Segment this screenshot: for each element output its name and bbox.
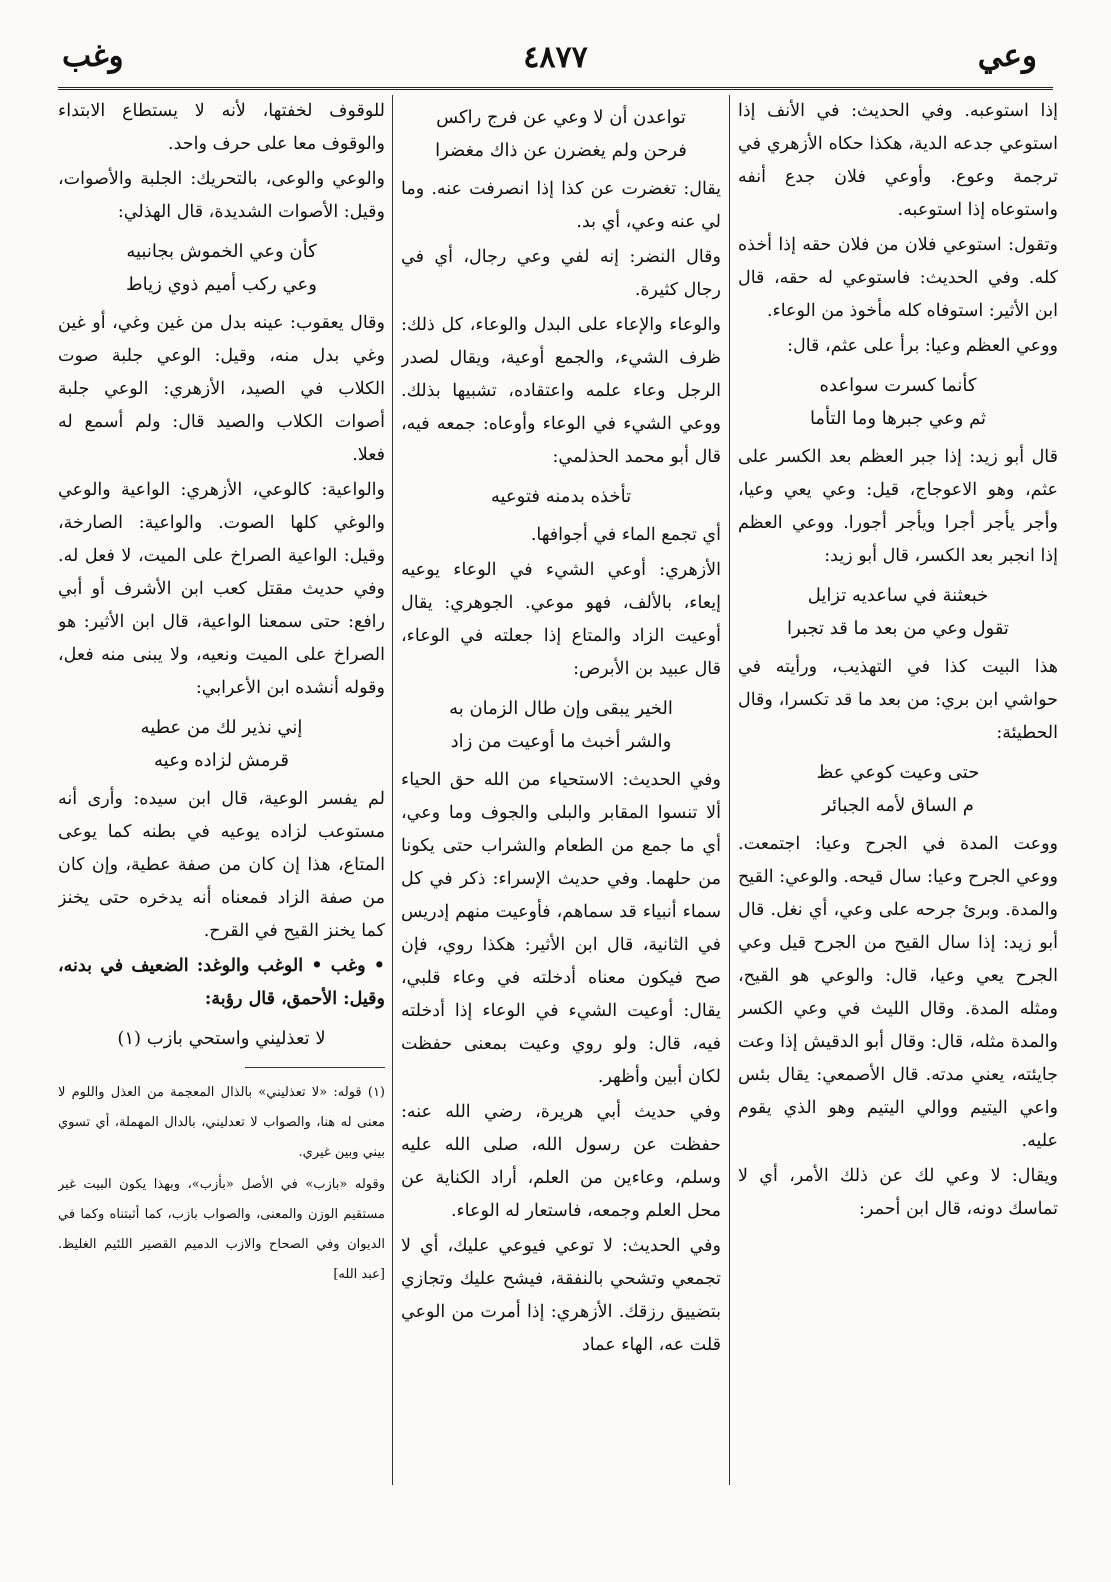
header-rule <box>58 87 1053 90</box>
verse <box>401 692 721 758</box>
entry-heading: • وغب • الوغب والوغد: الضعيف في بدنه، وقيل: الأحمق، قال رؤبة: <box>58 956 385 1009</box>
verse <box>738 579 1058 645</box>
verse-line: فرحن ولم يغضرن عن ذاك مغضرا <box>435 140 687 161</box>
paragraph: إذا استوعبه. وفي الحديث: في الأنف إذا استوعي جدعه الدية، هكذا حكاه الأزهري في ترجمة وعوع. وأوعي فلان جدع أنفه واستوعاه إذا استوعبه. <box>738 101 1058 220</box>
footnote-rule <box>245 1067 385 1068</box>
paragraph: هذا البيت كذا في التهذيب، ورأيته في حواشي ابن بري: من بعد ما قد تكسرا، وقال الحطيئة: <box>738 657 1058 743</box>
right-headword: وعي <box>977 38 1037 74</box>
verse-line: وعي ركب أميم ذوي زياط <box>126 274 317 295</box>
columns <box>58 95 1058 1495</box>
verse-line: لا تعذليني واستحي بازب (١) <box>117 1028 326 1049</box>
page-header <box>58 38 1053 88</box>
column-left <box>58 95 385 1495</box>
verse-line: والشر أخبث ما أوعيت من زاد <box>450 731 672 752</box>
verse <box>58 711 385 777</box>
verse-line: إني نذير لك من عطيه <box>140 717 303 738</box>
paragraph: وقال النضر: إنه لفي وعي رجال، أي في رجال كثيرة. <box>401 247 721 300</box>
verse-line: الخير يبقى وإن طال الزمان به <box>449 698 673 719</box>
paragraph: لم يفسر الوعية، قال ابن سيده: وأرى أنه مستوعب لزاده يوعيه في بطنه كما يوعى المتاع، هذا إن كان من صفة عطية، وإن كان من صفة الزاد فمعناه أنه يدخره حتى يخنز كما يخنز القيح في القرح. <box>58 789 385 941</box>
paragraph: ووعت المدة في الجرح وعيا: اجتمعت. ووعي الجرح وعيا: سال قيحه. والوعي: القيح والمدة. وبرئ جرحه على وعي، أي نغل. قال أبو زيد: إذا سال القيح من الجرح قيل وعي الجرح يعي وعيا، قال: والوعي هو القيح، ومثله المدة. وقال الليث في وعي الكسر والمدة مثله، قال: وقال أبو الدقيش إذا وعت جايئته، يعني مدته. قال الأصمعي: يقال بئس واعي اليتيم ووالي اليتيم وهو الذي يقوم عليه. <box>738 834 1058 1151</box>
column-divider <box>729 95 730 1485</box>
paragraph: للوقوف لخفتها، لأنه لا يستطاع الابتداء والوقوف معا على حرف واحد. <box>58 101 385 154</box>
paragraph: ويقال: لا وعي لك عن ذلك الأمر، أي لا تماسك دونه، قال ابن أحمر: <box>738 1166 1058 1219</box>
paragraph: قال أبو زيد: إذا جبر العظم بعد الكسر على عثم، وهو الاعوجاج، قيل: وعي يعي وعيا، وأجر يأجر أجرا ويأجر أجورا. ووعي العظم إذا انجبر بعد الكسر، قال أبو زيد: <box>738 447 1058 566</box>
paragraph: الأزهري: أوعي الشيء في الوعاء يوعيه إيعاء، بالألف، فهو موعي. الجوهري: يقال أوعيت الزاد والمتاع إذا جعلته في الوعاء، قال عبيد بن الأبرص: <box>401 560 721 679</box>
column-middle <box>401 95 721 1495</box>
verse-line: خبعثنة في ساعديه تزايل <box>807 585 989 606</box>
verse-line: تواعدن أن لا وعي عن فرج راكس <box>436 107 686 128</box>
verse-line: حتى وعيت كوعي عظ <box>816 762 980 783</box>
paragraph: والوعي والوعى، بالتحريك: الجلبة والأصوات، وقيل: الأصوات الشديدة، قال الهذلي: <box>58 169 385 222</box>
verse <box>738 756 1058 822</box>
column-right <box>738 95 1058 1495</box>
paragraph: يقال: تغضرت عن كذا إذا انصرفت عنه. وما لي عنه وعي، أي بد. <box>401 179 721 232</box>
verse-line: كأنما كسرت سواعده <box>819 375 977 396</box>
footnote: (١) قوله: «لا تعذليني» بالذال المعجمة من العذل واللوم لا معنى له هنا، والصواب لا تعدليني، بالدال المهملة، أي تسوي بيني وبين غيري. <box>58 1085 385 1160</box>
paragraph: وفي حديث أبي هريرة، رضي الله عنه: حفظت عن رسول الله، صلى الله عليه وسلم، وعاءين من العلم، أراد الكناية عن محل العلم وجمعه، فاستعار له الوعاء. <box>401 1102 721 1221</box>
verse <box>401 101 721 167</box>
verse-line: م الساق لأمه الجبائر <box>822 795 974 816</box>
verse-line: ثم وعي جبرها وما التأما <box>809 408 987 429</box>
verse <box>401 480 721 513</box>
paragraph: وتقول: استوعي فلان من فلان حقه إذا أخذه كله. وفي الحديث: فاستوعي له حقه، قال ابن الأثير: استوفاه كله مأخوذ من الوعاء. <box>738 235 1058 321</box>
verse-line: تقول وعي من بعد ما قد تجبرا <box>787 618 1009 639</box>
verse <box>58 235 385 301</box>
paragraph: وفي الحديث: الاستحياء من الله حق الحياء ألا تنسوا المقابر والبلى والجوف وما وعي، أي ما جمع من الطعام والشراب حتى يكونا من حلهما. وفي حديث الإسراء: ذكر في كل سماء أنبياء قد سماهم، فأوعيت منهم إدريس في الثانية، قال ابن الأثير: هكذا روي، فإن صح فيكون معناه أدخلته في وعاء قلبي، يقال: أوعيت الشيء في الوعاء إذا أدخلته فيه، قال: ولو روي وعيت بمعنى حفظت لكان أبين وأظهر. <box>401 770 721 1087</box>
footnote: وقوله «بازب» في الأصل «بأزب»، وبهذا يكون البيت غير مستقيم الوزن والمعنى، والصواب بازب، كما أثبتناه وكما في الديوان وفي الصحاح والازب الدميم القصير اللئيم الغليظ. [عبد الله] <box>58 1177 385 1282</box>
verse <box>58 1022 385 1055</box>
verse-line: قرمش لزاده وعيه <box>154 750 289 771</box>
page-number: ٤٨٧٧ <box>523 40 588 75</box>
verse-line: تأخذه بدمنه فتوعيه <box>490 486 632 507</box>
verse-line: كأن وعي الخموش بجانبيه <box>126 241 317 262</box>
paragraph: والواعية: كالوعي، الأزهري: الواعية والوعي والوغي كلها الصوت. والواعية: الصارخة، وقيل: الواعية الصراخ على الميت، لا فعل له. وفي حديث مقتل كعب ابن الأشرف أو أبي رافع: حتى سمعنا الواعية، قال ابن الأثير: هو الصراخ على الميت ونعيه، ولا يبنى منه فعل، وقوله أنشده ابن الأعرابي: <box>58 480 385 698</box>
verse <box>738 369 1058 435</box>
paragraph: ووعي العظم وعيا: برأ على عثم، قال: <box>787 336 1058 356</box>
paragraph: أي تجمع الماء في أجوافها. <box>530 525 721 545</box>
paragraph: وقال يعقوب: عينه بدل من غين وغي، أو غين وغي بدل منه، وقيل: الوعي جلبة صوت الكلاب في الصيد، الأزهري: الوعي جلبة أصوات الكلاب والصيد قال: ولم أسمع له فعلا. <box>58 313 385 465</box>
left-headword: وغب <box>62 38 124 74</box>
column-divider <box>392 95 393 1485</box>
paragraph: والوعاء والإعاء على البدل والوعاء، كل ذلك: ظرف الشيء، والجمع أوعية، ويقال لصدر الرجل وعاء علمه واعتقاده، تشبيها بذلك. ووعي الشيء في الوعاء وأوعاه: جمعه فيه، قال أبو محمد الحذلمي: <box>401 315 721 467</box>
paragraph: وفي الحديث: لا توعي فيوعي عليك، أي لا تجمعي وتشحي بالنفقة، فيشح عليك وتجازي بتضييق رزقك. الأزهري: إذا أمرت من الوعي قلت عه، الهاء عماد <box>401 1236 721 1355</box>
